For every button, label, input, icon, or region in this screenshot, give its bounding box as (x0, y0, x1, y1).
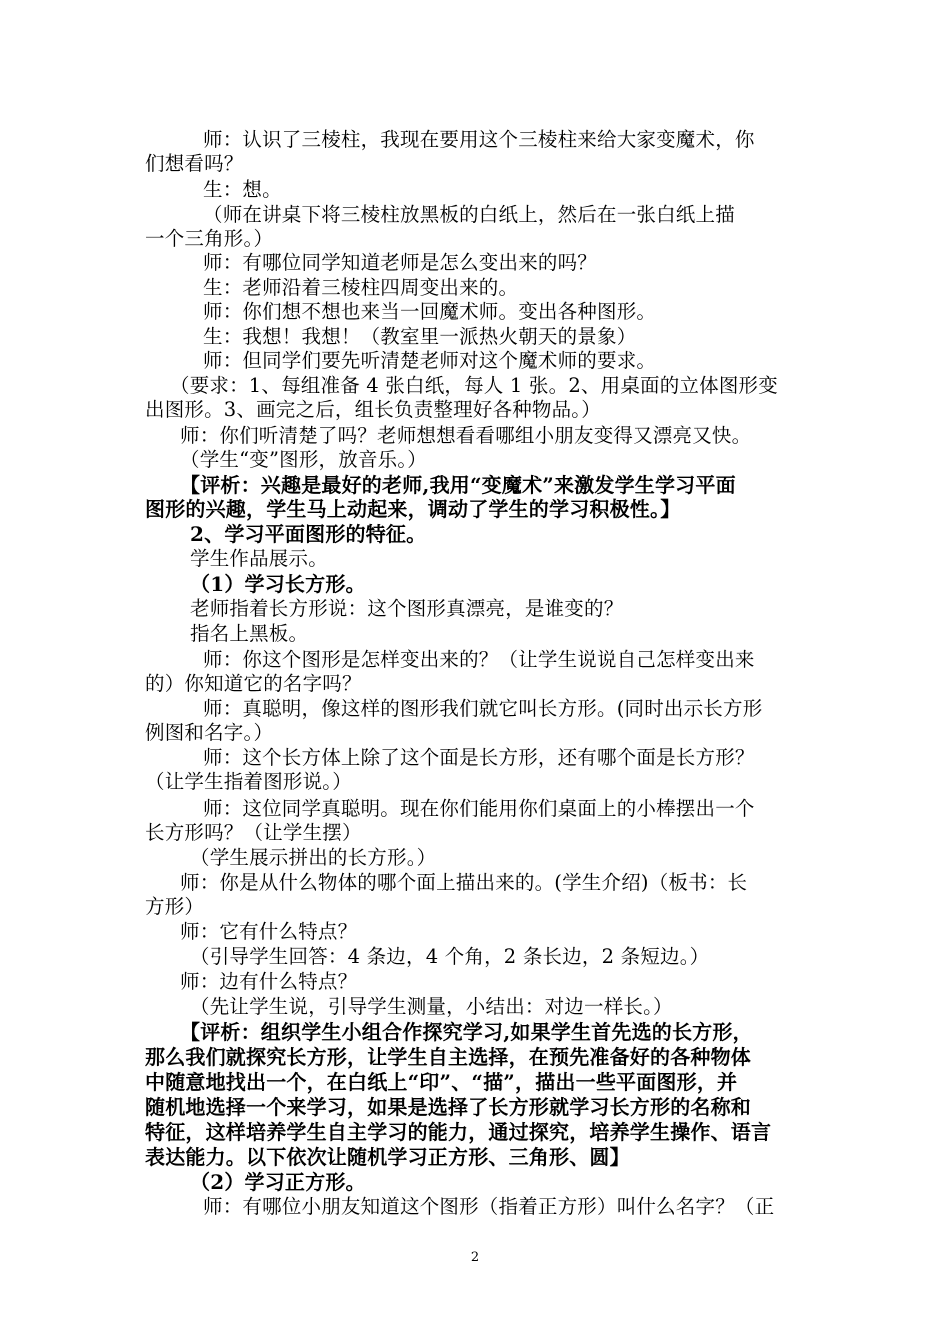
subsection-heading: （1）学习长方形。 (190, 572, 366, 596)
text-line: 师：这个长方体上除了这个面是长方形，还有哪个面是长方形？ (203, 746, 755, 769)
text-line: 师：这位同学真聪明。现在你们能用你们桌面上的小棒摆出一个 (203, 797, 755, 820)
text-line: 方形） (145, 895, 205, 918)
text-line: 生：我想！我想！（教室里一派热火朝天的景象） (203, 325, 637, 348)
commentary-line: 随机地选择一个来学习，如果是选择了长方形就学习长方形的名称和 (145, 1095, 751, 1119)
commentary-line: 中随意地找出一个，在白纸上“印”、“描”，描出一些平面图形，并 (145, 1070, 738, 1094)
commentary-line: 表达能力。以下依次让随机学习正方形、三角形、圆】 (145, 1145, 630, 1169)
text-line: （要求：1、每组准备 4 张白纸，每人 1 张。2、用桌面的立体图形变 (170, 374, 778, 397)
text-line: 出图形。3、画完之后，组长负责整理好各种物品。） (145, 398, 601, 421)
subsection-heading: （2）学习正方形。 (190, 1170, 366, 1194)
text-line: 一个三角形。） (145, 227, 274, 250)
text-line: 长方形吗？（让学生摆） (145, 821, 362, 844)
text-line: 学生作品展示。 (190, 547, 328, 570)
text-line: 生：想。 (203, 178, 282, 201)
page-number: 2 (470, 1250, 480, 1265)
text-line: 师：边有什么特点？ (180, 970, 358, 993)
text-line: 生：老师沿着三棱柱四周变出来的。 (203, 276, 519, 299)
text-line: 师：你是从什么物体的哪个面上描出来的。(学生介绍)（板书：长 (180, 871, 748, 894)
text-line: 师：有哪位同学知道老师是怎么变出来的吗？ (203, 251, 598, 274)
text-line: （引导学生回答：4 条边，4 个角，2 条长边，2 条短边。） (190, 945, 710, 968)
text-line: 指名上黑板。 (190, 622, 309, 645)
text-line: 师：你们想不想也来当一回魔术师。变出各种图形。 (203, 300, 657, 323)
text-line: 师：真聪明，像这样的图形我们就它叫长方形。(同时出示长方形 (203, 697, 763, 720)
text-line: 的）你知道它的名字吗？ (145, 672, 362, 695)
text-line: 老师指着长方形说：这个图形真漂亮，是谁变的？ (190, 597, 624, 620)
text-line: 师：有哪位小朋友知道这个图形（指着正方形）叫什么名字？（正 (203, 1195, 775, 1218)
text-line: 师：但同学们要先听清楚老师对这个魔术师的要求。 (203, 349, 657, 372)
text-line: （学生展示拼出的长方形。） (190, 846, 437, 869)
commentary-line: 【评析：组织学生小组合作探究学习,如果学生首先选的长方形， (180, 1020, 753, 1044)
section-heading: 2、学习平面图形的特征。 (190, 522, 427, 546)
text-line: 师：你们听清楚了吗？老师想想看看哪组小朋友变得又漂亮又快。 (180, 424, 752, 447)
text-line: 师：它有什么特点？ (180, 920, 358, 943)
commentary-line: 特征，这样培养学生自主学习的能力，通过探究，培养学生操作、语言 (145, 1120, 772, 1144)
text-line: （让学生指着图形说。） (145, 770, 352, 793)
text-line: 师：你这个图形是怎样变出来的？（让学生说说自己怎样变出来 (203, 648, 755, 671)
text-line: （学生“变”图形，放音乐。） (180, 448, 427, 471)
commentary-line: 那么我们就探究长方形，让学生自主选择，在预先准备好的各种物体 (145, 1045, 751, 1069)
text-line: （师在讲桌下将三棱柱放黑板的白纸上，然后在一张白纸上描 (203, 203, 735, 226)
text-line: 例图和名字。） (145, 721, 274, 744)
commentary-line: 【评析：兴趣是最好的老师,我用“变魔术”来激发学生学习平面 (180, 473, 736, 497)
text-line: （先让学生说，引导学生测量，小结出：对边一样长。） (190, 995, 673, 1018)
commentary-line: 图形的兴趣，学生马上动起来，调动了学生的学习积极性。】 (145, 497, 681, 521)
text-line: 们想看吗？ (145, 152, 244, 175)
text-line: 师：认识了三棱柱，我现在要用这个三棱柱来给大家变魔术，你 (203, 128, 755, 151)
